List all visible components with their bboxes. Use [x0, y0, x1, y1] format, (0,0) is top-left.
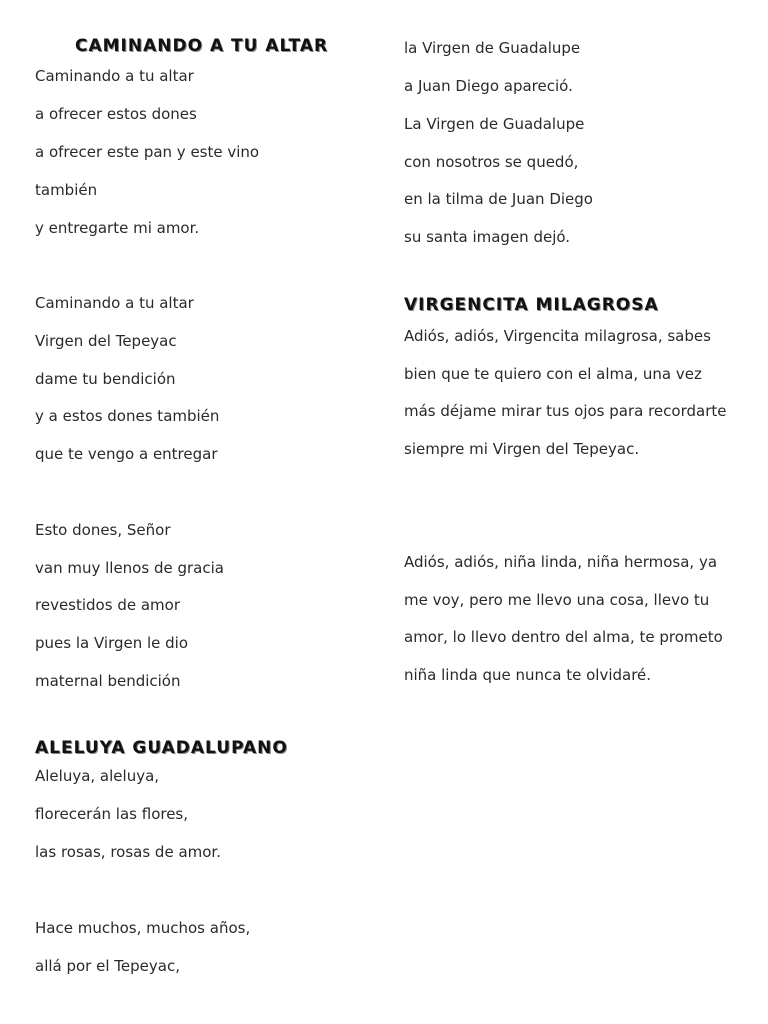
lyric-line: también [35, 181, 98, 199]
lyric-line: su santa imagen dejó. [404, 228, 571, 246]
lyric-line: con nosotros se quedó, [404, 153, 579, 171]
lyric-line: que te vengo a entregar [35, 445, 218, 463]
lyric-line: en la tilma de Juan Diego [404, 190, 593, 208]
lyric-line: la Virgen de Guadalupe [404, 39, 581, 57]
lyric-line: Hace muchos, muchos años, [35, 919, 251, 937]
lyric-line: pues la Virgen le dio [35, 634, 189, 652]
lyric-line: allá por el Tepeyac, [35, 957, 180, 975]
lyric-line: y a estos dones también [35, 407, 220, 425]
lyric-line: La Virgen de Guadalupe [404, 115, 585, 133]
lyric-line: dame tu bendición [35, 370, 176, 388]
lyric-line: florecerán las flores, [35, 805, 189, 823]
song-title-caminando: CAMINANDO A TU ALTAR [75, 36, 329, 56]
lyric-line: Caminando a tu altar [35, 67, 194, 85]
lyric-line: y entregarte mi amor. [35, 219, 200, 237]
lyric-line: Virgen del Tepeyac [35, 332, 177, 350]
lyric-line: van muy llenos de gracia [35, 559, 224, 577]
song-title-virgencita: VIRGENCITA MILAGROSA [404, 295, 659, 315]
lyric-line: Aleluya, aleluya, [35, 767, 160, 785]
lyric-line: maternal bendición [35, 672, 181, 690]
song-title-aleluya: ALELUYA GUADALUPANO [35, 738, 288, 758]
lyric-paragraph: Adiós, adiós, niña linda, niña hermosa, ya me voy, pero me llevo una cosa, llevo tu amor, lo llevo dentro del alma, te prometo niña linda que nunca te olvidaré. [404, 553, 723, 685]
lyric-line: a ofrecer este pan y este vino [35, 143, 260, 161]
lyric-line: Caminando a tu altar [35, 294, 194, 312]
lyric-line: revestidos de amor [35, 596, 180, 614]
lyric-line: las rosas, rosas de amor. [35, 843, 221, 861]
lyric-line: a ofrecer estos dones [35, 105, 197, 123]
lyric-line: a Juan Diego apareció. [404, 77, 573, 95]
lyric-paragraph: Adiós, adiós, Virgencita milagrosa, sabes bien que te quiero con el alma, una vez más déjame mirar tus ojos para recordarte siempre mi Virgen del Tepeyac. [404, 327, 727, 459]
lyric-line: Esto dones, Señor [35, 521, 171, 539]
